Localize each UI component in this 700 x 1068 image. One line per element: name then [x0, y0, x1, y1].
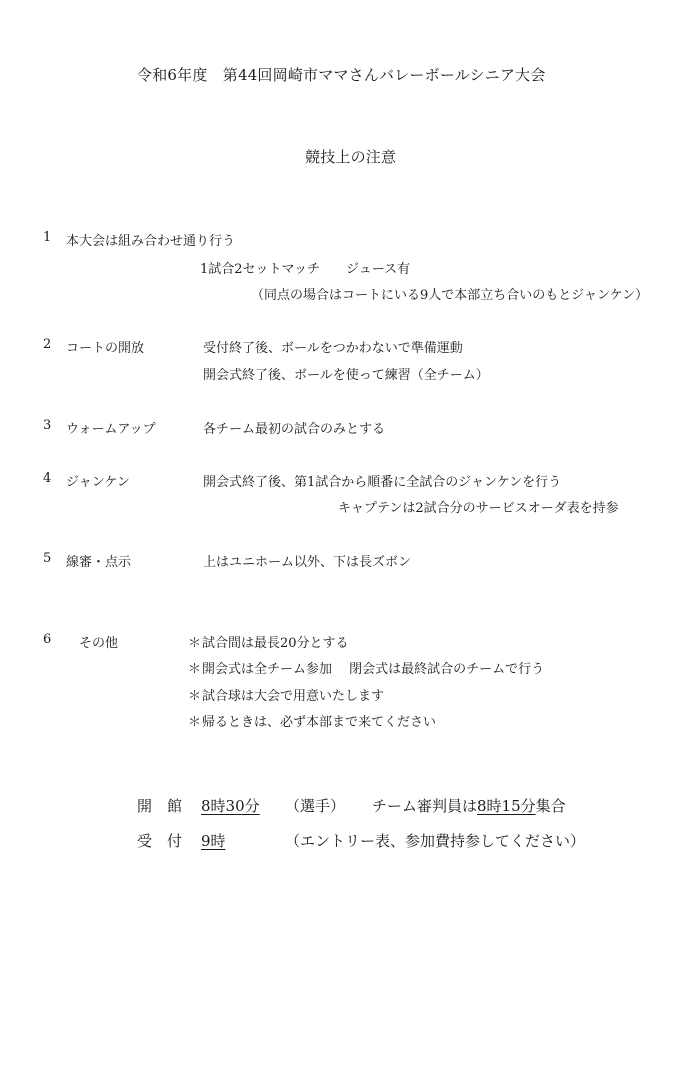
item-line: （同点の場合はコートにいる9人で本部立ち合いのもとジャンケン）: [251, 288, 649, 303]
item-line: 試合球は大会で用意いたします: [202, 689, 385, 704]
item-line: 試合間は最長20分とする: [202, 636, 349, 651]
section-subtitle: 競技上の注意: [305, 148, 397, 166]
page-title: 令和6年度 第44回岡崎市ママさんバレーボールシニア大会: [137, 66, 546, 84]
item-number: 6: [43, 632, 52, 647]
asterisk-icon: ＊: [188, 662, 202, 677]
schedule-label: 受 付: [137, 832, 183, 850]
schedule-time: 8時30分: [201, 797, 260, 815]
bullet-line: [188, 685, 384, 704]
item-label: コートの開放: [66, 341, 145, 356]
item-line: 開会式は全チーム参加 閉会式は最終試合のチームで行う: [202, 662, 545, 677]
item-line: 開会式終了後、ボールを使って練習（全チーム）: [203, 368, 489, 383]
item-label: その他: [79, 636, 119, 651]
asterisk-icon: ＊: [188, 636, 202, 651]
schedule-note: （選手）: [285, 797, 346, 815]
referee-time: 8時15分: [477, 797, 536, 815]
item-number: 3: [43, 418, 52, 433]
item-line: 各チーム最初の試合のみとする: [203, 422, 386, 437]
item-label: ウォームアップ: [66, 422, 156, 437]
item-number: 5: [43, 551, 52, 566]
bullet-line: [188, 711, 436, 730]
referee-suffix: 集合: [535, 797, 566, 815]
item-line: 受付終了後、ボールをつかわないで準備運動: [203, 341, 463, 356]
schedule-time: 9時: [201, 832, 226, 850]
referee-label: チーム審判員は: [372, 797, 478, 815]
item-line: 1試合2セットマッチ ジュース有: [200, 262, 411, 277]
bullet-line: [188, 632, 349, 651]
schedule-note: [372, 795, 566, 816]
item-line: 上はユニホーム以外、下は長ズボン: [203, 555, 412, 570]
asterisk-icon: ＊: [188, 715, 202, 730]
item-number: 2: [43, 337, 52, 352]
schedule-note: （エントリー表、参加費持参してください）: [285, 832, 586, 850]
item-line: キャプテンは2試合分のサービスオーダ表を持参: [338, 501, 619, 516]
asterisk-icon: ＊: [188, 689, 202, 704]
item-number: 1: [43, 230, 52, 245]
item-label: 線審・点示: [66, 555, 132, 570]
item-line: 帰るときは、必ず本部まで来てください: [202, 715, 437, 730]
item-line: 開会式終了後、第1試合から順番に全試合のジャンケンを行う: [203, 475, 562, 490]
bullet-line: [188, 658, 544, 677]
item-number: 4: [43, 471, 52, 486]
item-label: 本大会は組み合わせ通り行う: [66, 234, 236, 249]
schedule-label: 開 館: [137, 797, 183, 815]
item-label: ジャンケン: [66, 475, 130, 490]
